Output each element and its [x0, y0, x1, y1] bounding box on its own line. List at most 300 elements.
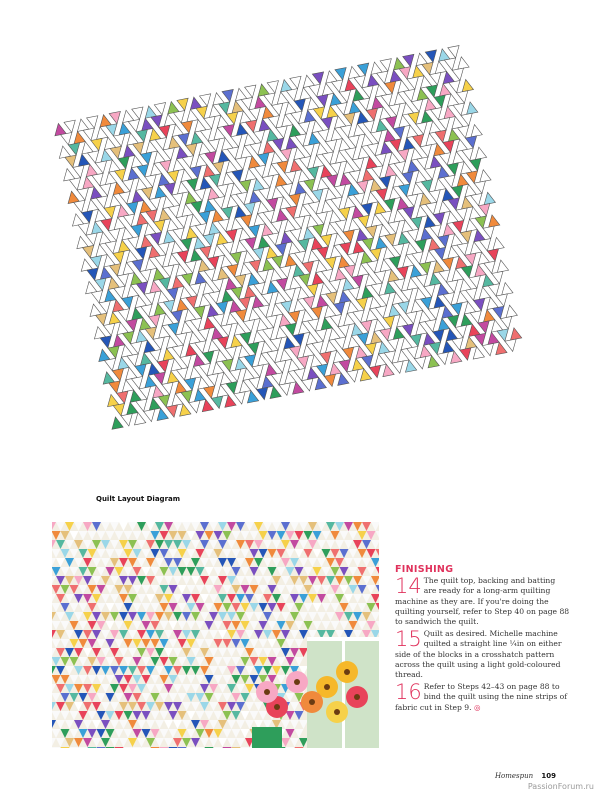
- quilt-triangle: [171, 158, 184, 171]
- quilt-triangle: [437, 83, 450, 96]
- quilt-triangle: [419, 227, 432, 240]
- quilt-triangle: [121, 261, 134, 274]
- quilt-triangle: [460, 231, 473, 244]
- quilt-triangle: [459, 196, 472, 209]
- quilt-triangle: [134, 329, 147, 342]
- quilt-triangle: [234, 392, 247, 405]
- quilt-triangle: [370, 96, 383, 109]
- quilt-triangle: [437, 352, 450, 365]
- quilt-triangle: [482, 191, 495, 204]
- quilt-triangle: [229, 334, 242, 347]
- quilt-triangle: [400, 254, 413, 267]
- quilt-triangle: [280, 266, 293, 279]
- quilt-triangle: [130, 342, 143, 355]
- quilt-triangle: [108, 194, 121, 207]
- quilt-triangle: [500, 316, 513, 329]
- quilt-triangle: [149, 315, 162, 328]
- quilt-triangle: [397, 114, 410, 127]
- quilt-triangle: [311, 306, 324, 319]
- quilt-triangle: [171, 310, 184, 323]
- quilt-triangle: [414, 322, 427, 335]
- quilt-triangle: [221, 207, 234, 220]
- quilt-triangle: [114, 134, 127, 147]
- quilt-triangle: [233, 357, 246, 370]
- quilt-triangle: [207, 221, 220, 234]
- quilt-triangle: [294, 99, 307, 112]
- quilt-triangle: [415, 357, 428, 370]
- quilt-triangle: [398, 149, 411, 162]
- quilt-triangle: [112, 216, 125, 229]
- quilt-triangle: [212, 279, 225, 292]
- quilt-triangle: [342, 195, 355, 208]
- page-number: 109: [541, 772, 556, 780]
- photo-quilt-triangle: [286, 747, 295, 748]
- quilt-triangle: [235, 157, 248, 170]
- quilt-triangle: [193, 154, 206, 167]
- photo-quilt-triangle: [241, 747, 250, 748]
- quilt-triangle: [116, 356, 129, 369]
- quilt-triangle: [414, 204, 427, 217]
- quilt-triangle: [448, 46, 461, 59]
- quilt-triangle: [307, 284, 320, 297]
- quilt-triangle: [235, 274, 248, 287]
- quilt-triangle: [478, 321, 491, 334]
- quilt-triangle: [162, 265, 175, 278]
- quilt-triangle: [206, 339, 219, 352]
- quilt-triangle: [454, 290, 467, 303]
- quilt-triangle: [204, 116, 217, 129]
- quilt-triangle: [451, 150, 464, 163]
- quilt-triangle: [369, 365, 382, 378]
- quilt-triangle: [347, 100, 360, 113]
- quilt-triangle: [211, 244, 224, 257]
- quilt-triangle: [470, 158, 483, 171]
- page-footer: [495, 772, 556, 780]
- quilt-triangle: [293, 181, 306, 194]
- quilt-triangle: [135, 364, 148, 377]
- quilt-triangle: [144, 409, 157, 422]
- quilt-triangle: [457, 91, 470, 104]
- quilt-triangle: [425, 167, 438, 180]
- quilt-triangle: [473, 298, 486, 311]
- quilt-triangle: [99, 149, 112, 162]
- step-text: Quilt as desired. Michelle machine quilted a straight line ¼in on either side of the blocks in a crosshatch pattern across the quilt using a light gold-coloured thread.: [395, 629, 562, 680]
- quilt-triangle: [477, 286, 490, 299]
- quilt-triangle: [346, 335, 359, 348]
- quilt-triangle: [252, 212, 265, 225]
- quilt-triangle: [323, 339, 336, 352]
- quilt-triangle: [91, 138, 104, 151]
- quilt-triangle: [244, 202, 257, 215]
- quilt-triangle: [442, 257, 455, 270]
- quilt-triangle: [149, 197, 162, 210]
- quilt-triangle: [406, 194, 419, 207]
- quilt-triangle: [360, 168, 373, 181]
- quilt-triangle: [419, 110, 432, 123]
- quilt-triangle: [153, 337, 166, 350]
- quilt-triangle: [432, 177, 445, 190]
- quilt-triangle: [279, 113, 292, 126]
- quilt-triangle: [430, 72, 443, 85]
- quilt-triangle: [433, 212, 446, 225]
- photo-quilt-triangle: [232, 747, 241, 748]
- quilt-triangle: [428, 307, 441, 320]
- quilt-triangle: [68, 143, 81, 156]
- quilt-triangle: [109, 111, 122, 124]
- quilt-triangle: [452, 185, 465, 198]
- quilt-triangle: [186, 143, 199, 156]
- quilt-triangle: [492, 271, 505, 284]
- quilt-triangle: [302, 379, 315, 392]
- quilt-triangle: [463, 335, 476, 348]
- quilt-triangle: [280, 148, 293, 161]
- quilt-triangle: [161, 347, 174, 360]
- quilt-triangle: [226, 112, 239, 125]
- quilt-triangle: [243, 167, 256, 180]
- quilt-triangle: [154, 103, 167, 116]
- quilt-triangle: [427, 272, 440, 285]
- quilt-triangle: [162, 113, 175, 126]
- quilt-triangle: [487, 249, 500, 262]
- quilt-triangle: [320, 199, 333, 212]
- quilt-triangle: [438, 235, 451, 248]
- quilt-triangle: [347, 252, 360, 265]
- quilt-triangle: [312, 72, 325, 85]
- quilt-triangle: [452, 68, 465, 81]
- photo-quilt-triangle: [106, 747, 115, 748]
- quilt-triangle: [393, 126, 406, 139]
- quilt-triangle: [274, 208, 287, 221]
- photo-quilt-triangle: [142, 747, 151, 748]
- quilt-triangle: [202, 199, 215, 212]
- quilt-triangle: [148, 280, 161, 293]
- quilt-triangle: [429, 190, 442, 203]
- quilt-triangle: [388, 221, 401, 234]
- quilt-triangle: [401, 137, 414, 150]
- quilt-triangle: [157, 360, 170, 373]
- quilt-triangle: [170, 392, 183, 405]
- quilt-triangle: [262, 293, 275, 306]
- quilt-triangle: [110, 416, 123, 429]
- photo-quilt-triangle: [223, 747, 232, 748]
- quilt-triangle: [392, 209, 405, 222]
- quilt-triangle: [225, 194, 238, 207]
- quilt-triangle: [230, 100, 243, 113]
- quilt-triangle: [415, 239, 428, 252]
- quilt-triangle: [265, 280, 278, 293]
- quilt-triangle: [267, 198, 280, 211]
- quilt-triangle: [284, 136, 297, 149]
- quilt-triangle: [239, 297, 252, 310]
- quilt-triangle: [343, 230, 356, 243]
- quilt-triangle: [310, 271, 323, 284]
- quilt-triangle: [384, 81, 397, 94]
- quilt-triangle: [103, 171, 116, 184]
- photo-flower-center: [344, 669, 350, 675]
- photo-quilt-triangle: [52, 747, 61, 748]
- quilt-triangle: [491, 236, 504, 249]
- quilt-triangle: [450, 268, 463, 281]
- quilt-triangle: [283, 253, 296, 266]
- quilt-triangle: [293, 333, 306, 346]
- quilt-triangle: [294, 216, 307, 229]
- quilt-triangle: [391, 326, 404, 339]
- quilt-triangle: [86, 233, 99, 246]
- quilt-triangle: [261, 258, 274, 271]
- quilt-triangle: [388, 338, 401, 351]
- quilt-triangle: [252, 95, 265, 108]
- quilt-triangle: [89, 221, 102, 234]
- quilt-triangle: [124, 401, 137, 414]
- quilt-triangle: [245, 85, 258, 98]
- quilt-triangle: [365, 73, 378, 86]
- quilt-triangle: [177, 98, 190, 111]
- quilt-triangle: [387, 303, 400, 316]
- quilt-triangle: [320, 352, 333, 365]
- quilt-triangle: [305, 366, 318, 379]
- quilt-triangle: [325, 257, 338, 270]
- quilt-triangle: [407, 77, 420, 90]
- quilt-triangle: [113, 251, 126, 264]
- photo-quilt-triangle: [79, 747, 88, 748]
- quilt-triangle: [199, 94, 212, 107]
- quilt-triangle: [117, 391, 130, 404]
- quilt-triangle: [130, 307, 143, 320]
- quilt-triangle: [109, 229, 122, 242]
- photo-quilt-triangle: [205, 747, 214, 748]
- photo-flower-center: [264, 689, 270, 695]
- photo-quilt-triangle: [115, 747, 124, 748]
- quilt-triangle: [243, 320, 256, 333]
- quilt-triangle: [132, 107, 145, 120]
- quilt-triangle: [424, 132, 437, 145]
- photo-flower-center: [334, 709, 340, 715]
- step-14: [395, 576, 570, 627]
- quilt-triangle: [193, 271, 206, 284]
- quilt-triangle: [194, 306, 207, 319]
- quilt-triangle: [341, 312, 354, 325]
- quilt-triangle: [350, 357, 363, 370]
- quilt-triangle: [410, 64, 423, 77]
- quilt-triangle: [72, 130, 85, 143]
- quilt-triangle: [456, 208, 469, 221]
- photo-flower-center: [294, 679, 300, 685]
- quilt-triangle: [360, 285, 373, 298]
- quilt-triangle: [81, 175, 94, 188]
- quilt-triangle: [135, 247, 148, 260]
- quilt-triangle: [469, 276, 482, 289]
- quilt-triangle: [249, 108, 262, 121]
- quilt-triangle: [222, 89, 235, 102]
- quilt-triangle: [328, 244, 341, 257]
- quilt-triangle: [153, 185, 166, 198]
- photo-quilt-triangle: [133, 747, 142, 748]
- quilt-triangle: [122, 296, 135, 309]
- quilt-triangle: [428, 155, 441, 168]
- photo-quilt-triangle: [97, 747, 106, 748]
- quilt-triangle: [355, 263, 368, 276]
- quilt-triangle: [256, 235, 269, 248]
- quilt-triangle: [239, 145, 252, 158]
- quilt-triangle: [104, 206, 117, 219]
- photo-quilt-triangle: [187, 747, 196, 748]
- quilt-triangle: [344, 113, 357, 126]
- photo-quilt-triangle: [160, 747, 169, 748]
- quilt-triangle: [108, 346, 121, 359]
- quilt-triangle: [139, 387, 152, 400]
- step-number: 14: [395, 574, 422, 599]
- quilt-triangle: [473, 146, 486, 159]
- quilt-triangle: [424, 284, 437, 297]
- quilt-triangle: [375, 153, 388, 166]
- quilt-triangle: [403, 54, 416, 67]
- quilt-triangle: [357, 63, 370, 76]
- quilt-triangle: [505, 339, 518, 352]
- quilt-triangle: [411, 217, 424, 230]
- quilt-triangle: [465, 136, 478, 149]
- quilt-triangle: [357, 180, 370, 193]
- quilt-triangle: [190, 166, 203, 179]
- quilt-triangle: [144, 140, 157, 153]
- quilt-triangle: [338, 325, 351, 338]
- quilt-triangle: [339, 207, 352, 220]
- quilt-triangle: [167, 288, 180, 301]
- quilt-triangle: [131, 224, 144, 237]
- quilt-triangle: [126, 319, 139, 332]
- quilt-triangle: [275, 360, 288, 373]
- quilt-triangle: [184, 226, 197, 239]
- quilt-triangle: [333, 267, 346, 280]
- quilt-triangle: [99, 301, 112, 314]
- quilt-triangle: [94, 243, 107, 256]
- quilt-triangle: [269, 303, 282, 316]
- quilt-triangle: [163, 148, 176, 161]
- quilt-triangle: [347, 370, 360, 383]
- quilt-triangle: [371, 131, 384, 144]
- photo-quilt-triangle: [151, 747, 160, 748]
- photo-quilt-triangle: [88, 747, 97, 748]
- quilt-triangle: [180, 355, 193, 368]
- quilt-triangle: [199, 211, 212, 224]
- quilt-triangle: [276, 126, 289, 139]
- quilt-triangle: [388, 69, 401, 82]
- quilt-triangle: [95, 278, 108, 291]
- quilt-triangle: [481, 308, 494, 321]
- quilt-triangle: [302, 261, 315, 274]
- quilt-triangle: [279, 383, 292, 396]
- quilt-triangle: [166, 405, 179, 418]
- quilt-triangle: [335, 67, 348, 80]
- quilt-triangle: [140, 152, 153, 165]
- quilt-triangle: [257, 270, 270, 283]
- quilt-triangle: [208, 139, 221, 152]
- quilt-triangle: [240, 180, 253, 193]
- quilt-triangle: [379, 176, 392, 189]
- quilt-triangle: [216, 301, 229, 314]
- quilt-triangle: [433, 330, 446, 343]
- quilt-triangle: [271, 220, 284, 233]
- quilt-triangle: [368, 330, 381, 343]
- quilt-triangle: [455, 325, 468, 338]
- quilt-triangle: [496, 294, 509, 307]
- quilt-triangle: [334, 185, 347, 198]
- quilt-triangle: [389, 104, 402, 117]
- quilt-triangle: [272, 103, 285, 116]
- quilt-triangle: [303, 144, 316, 157]
- quilt-triangle: [378, 258, 391, 271]
- quilt-triangle: [94, 126, 107, 139]
- quilt-triangle: [143, 257, 156, 270]
- quilt-triangle: [297, 356, 310, 369]
- quilt-triangle: [423, 249, 436, 262]
- quilt-triangle: [370, 248, 383, 261]
- quilt-triangle: [230, 369, 243, 382]
- quilt-triangle: [90, 256, 103, 269]
- quilt-triangle: [275, 91, 288, 104]
- quilt-triangle: [460, 78, 473, 91]
- photo-flower-center: [274, 704, 280, 710]
- quilt-triangle: [329, 279, 342, 292]
- quilt-triangle: [464, 101, 477, 114]
- quilt-triangle: [87, 116, 100, 129]
- quilt-triangle: [170, 275, 183, 288]
- quilt-triangle: [433, 60, 446, 73]
- quilt-triangle: [298, 86, 311, 99]
- quilt-triangle: [473, 263, 486, 276]
- quilt-triangle: [447, 280, 460, 293]
- quilt-triangle: [301, 226, 314, 239]
- quilt-triangle: [257, 118, 270, 131]
- quilt-triangle: [257, 387, 270, 400]
- quilt-triangle: [225, 347, 238, 360]
- quilt-triangle: [324, 374, 337, 387]
- quilt-triangle: [207, 104, 220, 117]
- quilt-triangle: [410, 182, 423, 195]
- quilt-triangle: [284, 288, 297, 301]
- quilt-triangle: [95, 161, 108, 174]
- quilt-triangle: [161, 230, 174, 243]
- quilt-triangle: [183, 343, 196, 356]
- quilt-triangle: [486, 214, 499, 227]
- quilt-triangle: [135, 212, 148, 225]
- quilt-triangle: [319, 317, 332, 330]
- step-text: Refer to Steps 42–43 on page 88 to bind the quilt using the nine strips of fabric cut in Step 9.: [395, 682, 568, 712]
- quilt-triangle: [251, 330, 264, 343]
- photo-quilt-triangle: [178, 747, 187, 748]
- quilt-triangle: [395, 349, 408, 362]
- quilt-triangle: [111, 334, 124, 347]
- quilt-triangle: [383, 164, 396, 177]
- quilt-triangle: [317, 94, 330, 107]
- magazine-name: Homespun: [494, 772, 534, 780]
- quilt-triangle: [179, 320, 192, 333]
- quilt-triangle: [270, 338, 283, 351]
- quilt-triangle: [159, 125, 172, 138]
- quilt-triangle: [447, 163, 460, 176]
- quilt-triangle: [262, 175, 275, 188]
- photo-quilt-triangle: [61, 747, 70, 748]
- quilt-triangle: [197, 293, 210, 306]
- quilt-triangle: [154, 220, 167, 233]
- quilt-triangle: [356, 298, 369, 311]
- quilt-triangle: [77, 188, 90, 201]
- quilt-triangle: [334, 302, 347, 315]
- quilt-triangle: [442, 105, 455, 118]
- quilt-triangle: [402, 172, 415, 185]
- quilt-triangle: [315, 294, 328, 307]
- quilt-triangle: [253, 247, 266, 260]
- quilt-triangle: [231, 135, 244, 148]
